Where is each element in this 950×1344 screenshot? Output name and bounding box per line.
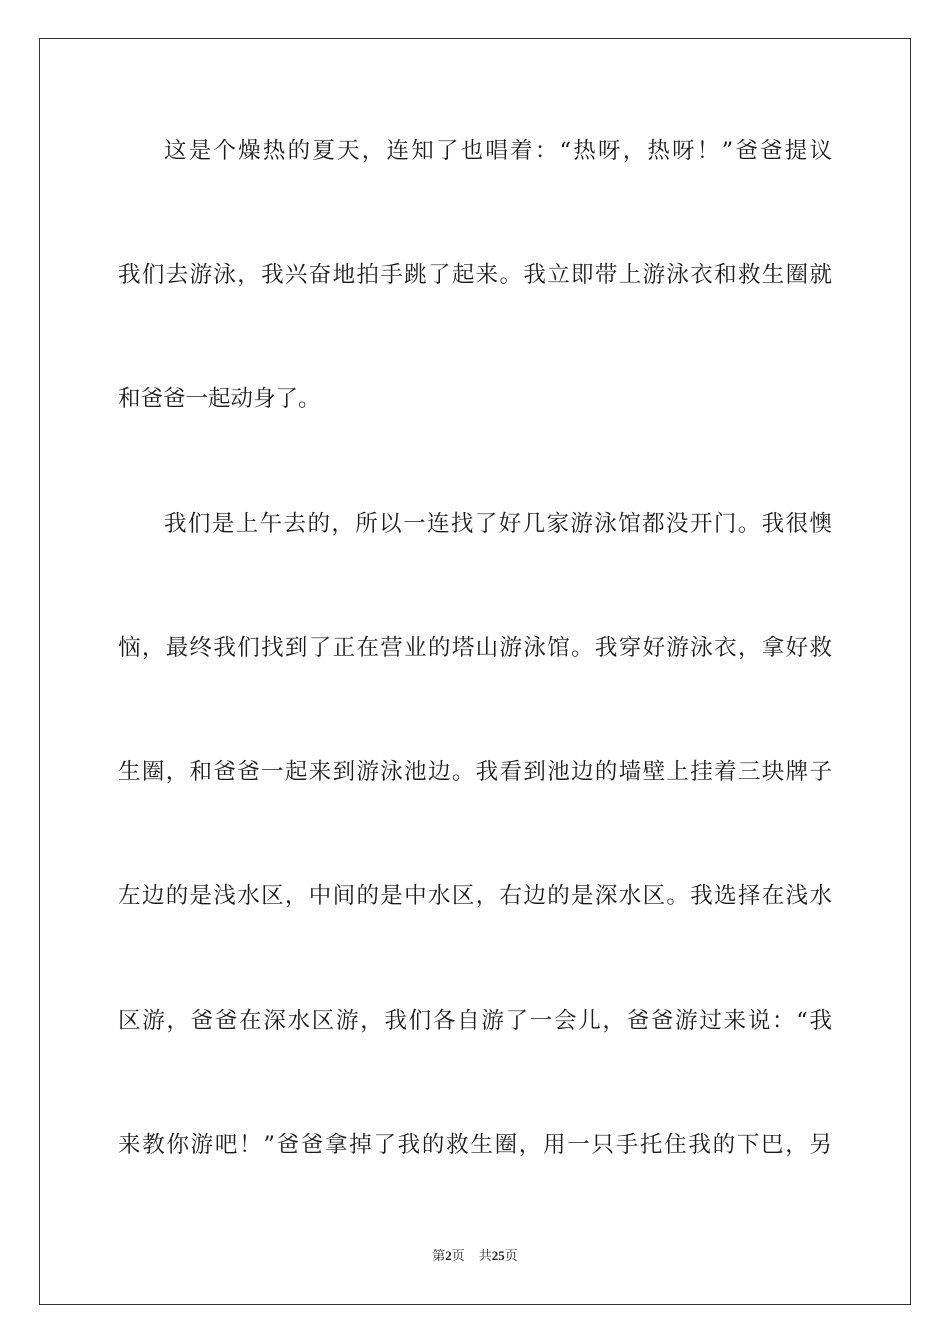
page-suffix: 页 xyxy=(451,1249,465,1264)
page-prefix: 第 xyxy=(432,1249,446,1264)
paragraph-2-line-3: 生圈，和爸爸一起来到游泳池边。我看到池边的墙壁上挂着三块牌子 xyxy=(118,759,832,785)
page-number: 2 xyxy=(445,1248,452,1263)
total-suffix: 页 xyxy=(504,1249,518,1264)
paragraph-2-line-2: 恼，最终我们找到了正在营业的塔山游泳馆。我穿好游泳衣，拿好救 xyxy=(118,635,832,661)
paragraph-1-line-3: 和爸爸一起动身了。 xyxy=(118,386,321,412)
paragraph-1-line-2: 我们去游泳，我兴奋地拍手跳了起来。我立即带上游泳衣和救生圈就 xyxy=(118,262,832,288)
paragraph-2-line-6: 来教你游吧！”爸爸拿掉了我的救生圈，用一只手托住我的下巴，另 xyxy=(118,1132,832,1158)
paragraph-2-line-4: 左边的是浅水区，中间的是中水区，右边的是深水区。我选择在浅水 xyxy=(118,883,832,909)
total-pages: 25 xyxy=(491,1248,505,1263)
paragraph-1-line-1: 这是个燥热的夏天，连知了也唱着：“热呀，热呀！”爸爸提议 xyxy=(164,138,832,164)
page-footer xyxy=(0,1247,950,1266)
paragraph-2-line-1: 我们是上午去的，所以一连找了好几家游泳馆都没开门。我很懊 xyxy=(164,511,832,537)
paragraph-2-line-5: 区游，爸爸在深水区游，我们各自游了一会儿，爸爸游过来说：“我 xyxy=(118,1008,832,1034)
total-prefix: 共 xyxy=(478,1249,492,1264)
page-border xyxy=(39,38,911,1305)
